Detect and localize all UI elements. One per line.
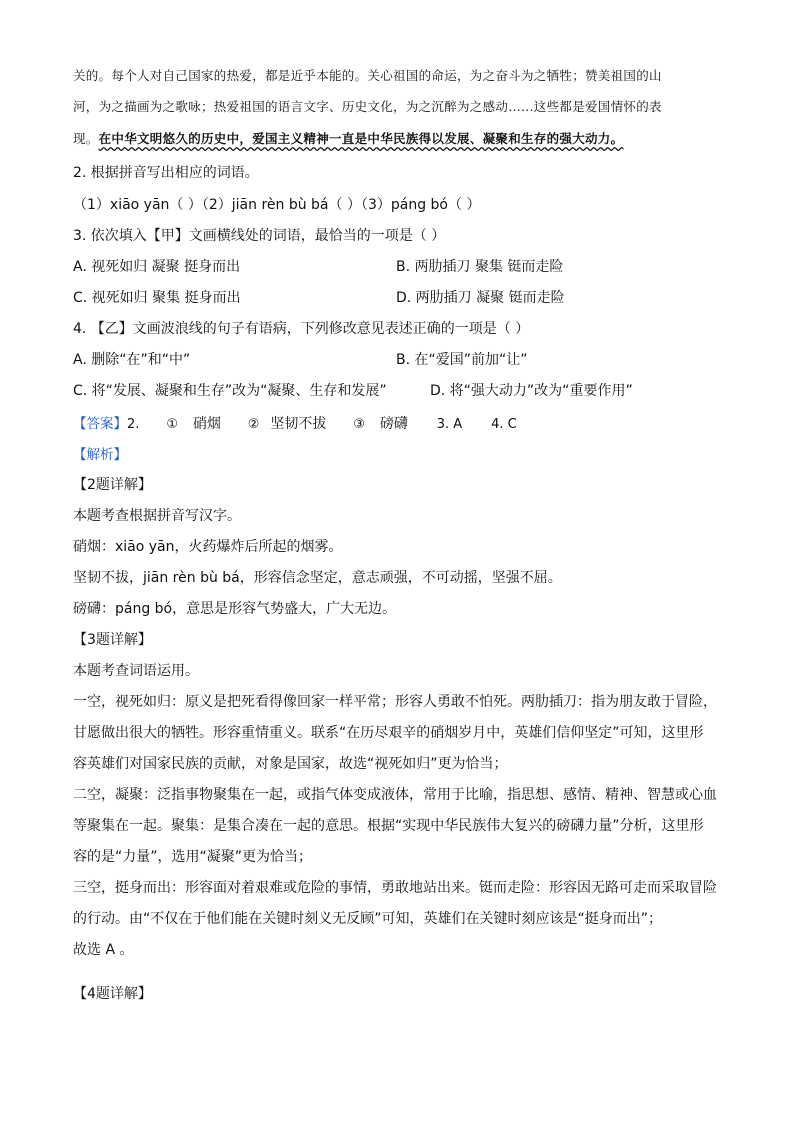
section-2-p4: 磅礴：páng bó，意思是形容气势盛大，广大无边。 (73, 601, 397, 617)
question-3-stem: 3. 依次填入【甲】文画横线处的词语，最恰当的一项是（ ） (73, 228, 446, 244)
section-3-p3a: 二空，凝聚：泛指事物聚集在一起，或指气体变成液体，常用于比喻，指思想、感情、精神、智慧或心血 (73, 787, 717, 803)
answer-3: 磅礴 (379, 416, 408, 432)
section-3-p3b: 等聚集在一起。聚集：是集合凑在一起的意思。根据“实现中华民族伟大复兴的磅礴力量”分析，这里形 (73, 818, 704, 834)
question-2-items: （1）xiāo yān（ ）（2）jiān rèn bù bá（ ）（3）páng bó（ ） (73, 197, 481, 213)
answer-num: 2. (127, 417, 140, 432)
answer-line (73, 412, 517, 433)
passage-line-2: 河，为之描画为之歌咏；热爱祖国的语言文字、历史文化，为之沉醉为之感动……这些都是爱国情怀的表 (73, 99, 662, 114)
question-4-option-d: D. 将“强大动力”改为“重要作用” (430, 383, 633, 399)
section-3-p1: 本题考查词语运用。 (73, 663, 199, 679)
answer-q4: 4. C (491, 417, 517, 432)
section-2-p3: 坚韧不拔，jiān rèn bù bá，形容信念坚定，意志顽强，不可动摇，坚强不屈。 (73, 570, 562, 586)
question-3-option-a: A. 视死如归 凝聚 挺身而出 (73, 259, 241, 275)
section-3-p4a: 三空，挺身而出：形容面对着艰难或危险的事情，勇敢地站出来。铤而走险：形容因无路可走而采取冒险 (73, 880, 717, 896)
section-3-p2b: 甘愿做出很大的牺牲。形容重情重义。联系“在历尽艰辛的硝烟岁月中，英雄们信仰坚定”可知，这里形 (73, 725, 704, 741)
section-3-p5: 故选 A 。 (73, 942, 134, 958)
section-3-p3c: 容的是“力量”，选用“凝聚”更为恰当； (73, 849, 313, 865)
section-4-title: 【4题详解】 (73, 986, 152, 1002)
section-3-p2a: 一空，视死如归：原义是把死看得像回家一样平常；形容人勇敢不怕死。两肋插刀：指为朋友敢于冒险， (73, 694, 717, 710)
passage-line-3-plain: 现。 (73, 131, 99, 146)
section-3-p2c: 容英雄们对国家民族的贡献，对象是国家，故选“视死如归”更为恰当； (73, 756, 508, 772)
answer-tag: 【答案】 (73, 416, 127, 432)
question-4-option-a: A. 删除“在”和“中” (73, 352, 191, 368)
section-2-p1: 本题考查根据拼音写汉字。 (73, 508, 241, 524)
section-3-p4b: 的行动。由“不仅在于他们能在关键时刻义无反顾”可知，英雄们在关键时刻应该是“挺身而出”； (73, 911, 663, 927)
answer-1: 硝烟 (192, 416, 221, 432)
question-2-stem: 2. 根据拼音写出相应的词语。 (73, 165, 259, 181)
wavy-underlined-sentence: 在中华文明悠久的历史中，爱国主义精神一直是中华民族得以发展、凝聚和生存的强大动力。 (98, 131, 624, 146)
question-4-option-b: B. 在“爱国”前加“让” (396, 352, 528, 368)
question-3-option-c: C. 视死如归 聚集 挺身而出 (73, 290, 241, 306)
answer-circle-2: ② (247, 417, 260, 432)
answer-q3: 3. A (436, 417, 463, 432)
question-4-option-c: C. 将“发展、凝聚和生存”改为“凝聚、生存和发展” (73, 383, 387, 399)
question-3-option-b: B. 两肋插刀 聚集 铤而走险 (396, 259, 564, 275)
question-4-stem: 4. 【乙】文画波浪线的句子有语病，下列修改意见表述正确的一项是（ ） (73, 321, 530, 337)
passage-line-1: 关的。每个人对自己国家的热爱，都是近乎本能的。关心祖国的命运，为之奋斗为之牺牲；赞美祖国的山 (73, 68, 662, 83)
section-2-p2: 硝烟：xiāo yān，火药爆炸后所起的烟雾。 (73, 539, 343, 555)
answer-circle-3: ③ (353, 417, 365, 432)
analysis-tag: 【解析】 (73, 447, 127, 463)
section-2-title: 【2题详解】 (73, 477, 152, 493)
answer-circle-1: ① (166, 417, 178, 432)
question-3-option-d: D. 两肋插刀 凝聚 铤而走险 (396, 290, 565, 306)
passage-line-3 (73, 123, 623, 154)
section-3-title: 【3题详解】 (73, 632, 152, 648)
answer-2: 坚韧不拔 (270, 416, 327, 432)
